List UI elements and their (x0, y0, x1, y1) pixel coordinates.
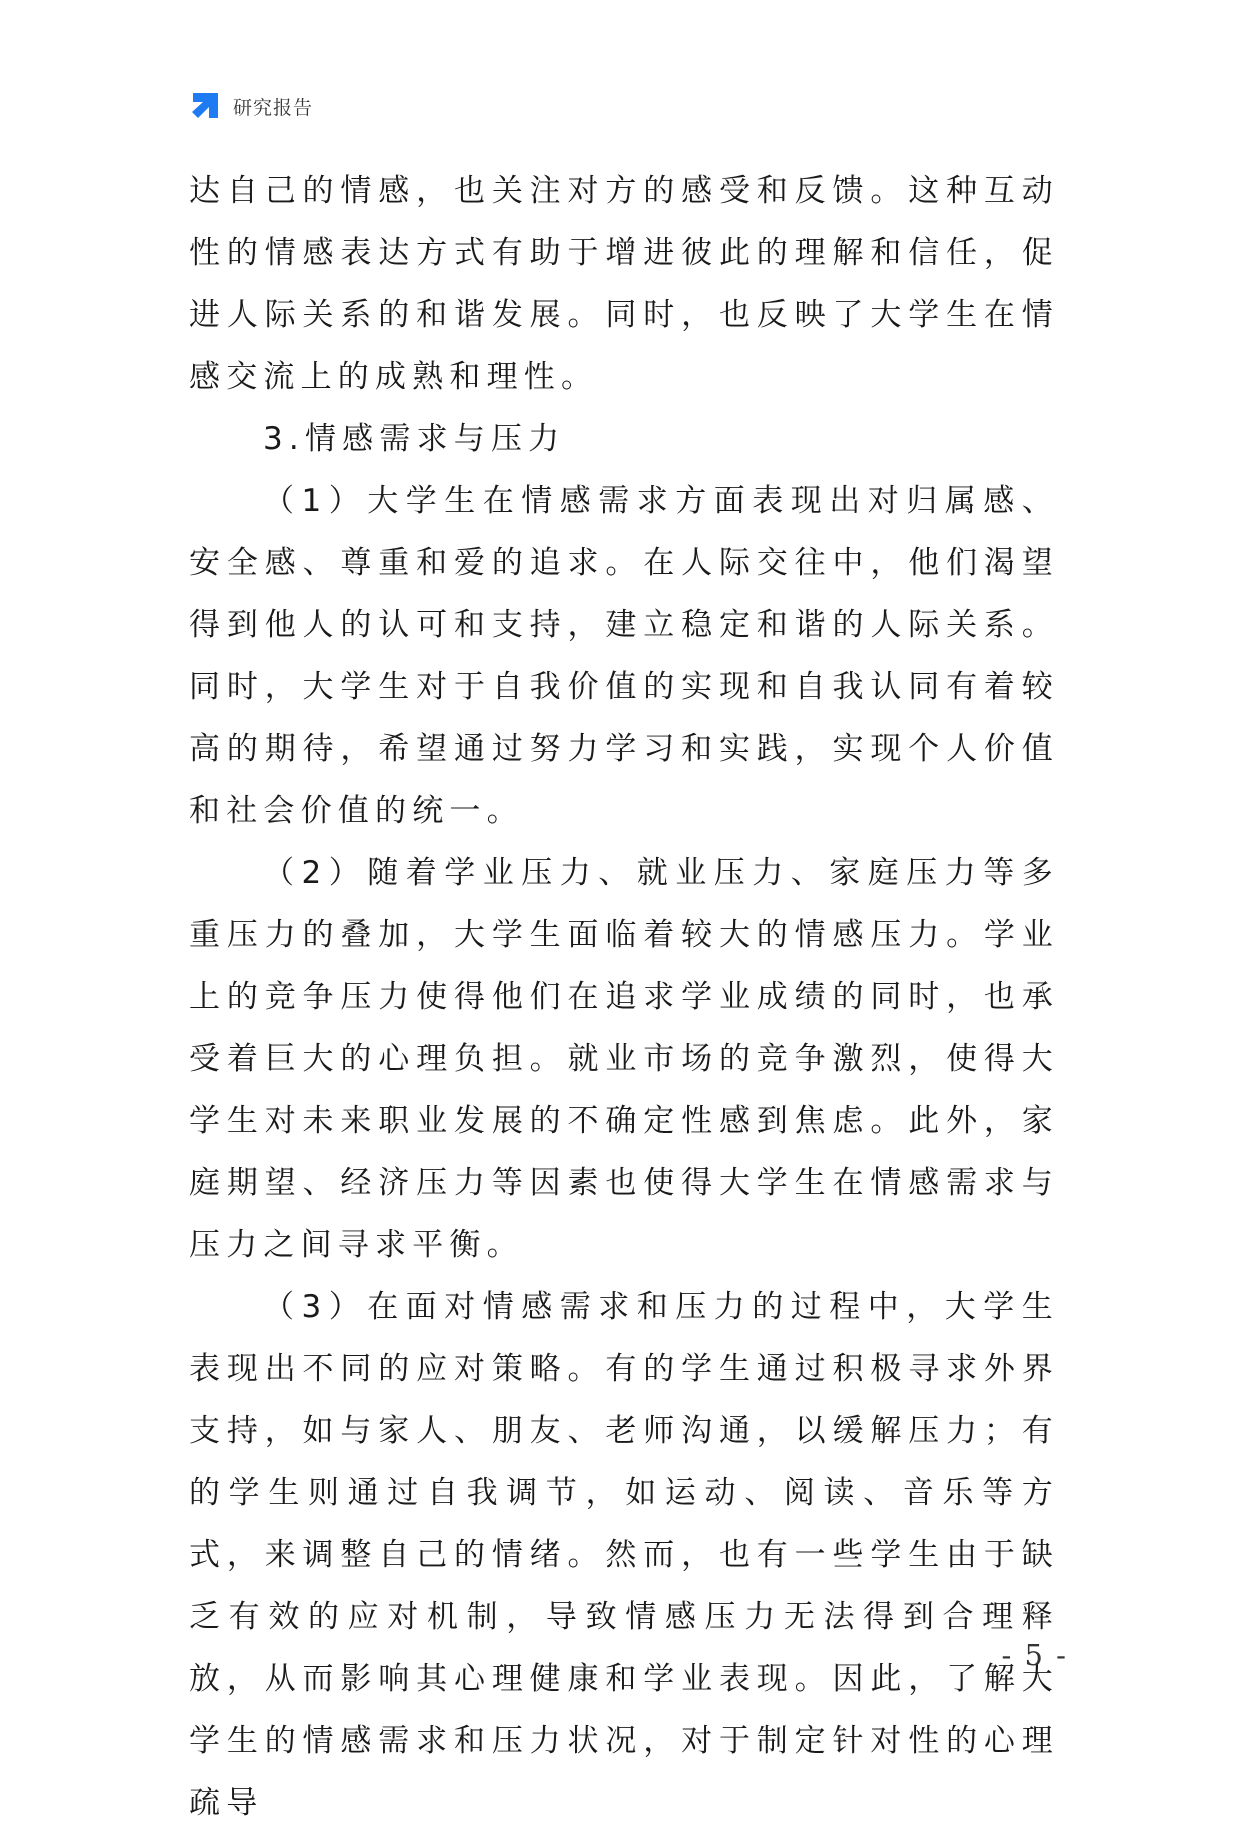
paragraph-continuation: 达自己的情感，也关注对方的感受和反馈。这种互动性的情感表达方式有助于增进彼此的理解和信任，促进人际关系的和谐发展。同时，也反映了大学生在情感交流上的成熟和理性。 (189, 173, 1059, 395)
document-body (189, 160, 1059, 1834)
paragraph-item-2: （2）随着学业压力、就业压力、家庭压力等多重压力的叠加，大学生面临着较大的情感压力。学业上的竞争压力使得他们在追求学业成绩的同时，也承受着巨大的心理负担。就业市场的竞争激烈，使得大学生对未来职业发展的不确定性感到焦虑。此外，家庭期望、经济压力等因素也使得大学生在情感需求与压力之间寻求平衡。 (189, 855, 1059, 1263)
paragraph-item-1: （1）大学生在情感需求方面表现出对归属感、安全感、尊重和爱的追求。在人际交往中，他们渴望得到他人的认可和支持，建立稳定和谐的人际关系。同时，大学生对于自我价值的实现和自我认同有着较高的期待，希望通过努力学习和实践，实现个人价值和社会价值的统一。 (189, 483, 1059, 829)
section-heading: 3.情感需求与压力 (263, 421, 566, 457)
page-number: - 5 - (1001, 1638, 1068, 1672)
arrow-up-right-icon (189, 90, 221, 122)
brand-text: 研究报告 (233, 96, 314, 119)
paragraph-item-3: （3）在面对情感需求和压力的过程中，大学生表现出不同的应对策略。有的学生通过积极寻求外界支持，如与家人、朋友、老师沟通，以缓解压力；有的学生则通过自我调节，如运动、阅读、音乐等方式，来调整自己的情绪。然而，也有一些学生由于缺乏有效的应对机制，导致情感压力无法得到合理释放，从而影响其心理健康和学业表现。因此，了解大学生的情感需求和压力状况，对于制定针对性的心理疏导 (189, 1289, 1059, 1821)
page-header (189, 90, 313, 122)
